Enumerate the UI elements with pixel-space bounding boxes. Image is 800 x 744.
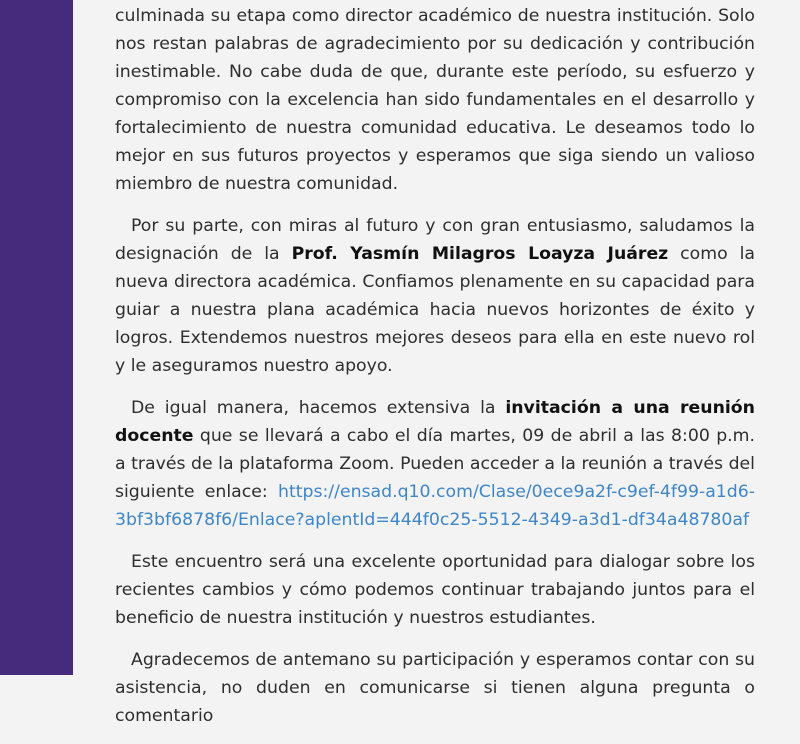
- sidebar-accent-bar: [0, 0, 73, 675]
- paragraph-meeting-details: que se llevará a cabo el día martes, 09 de abril a las 8:00 p.m. a través de la plataforma Zoom. Pueden acceder a la reunión a través del siguiente enlace:: [115, 426, 755, 502]
- paragraph-encounter-text: Este encuentro será una excelente oportunidad para dialogar sobre los recientes cambios y cómo podemos continuar trabajando juntos para el beneficio de nuestra institución y nuestros estudiantes.: [115, 552, 755, 628]
- paragraph-new-director-rest: como la nueva directora académica. Confiamos plenamente en su capacidad para guiar a nuestra plana académica hacia nuevos horizontes de éxito y logros. Extendemos nuestros mejores deseos para ella en este nuevo rol y le aseguramos nuestro apoyo.: [115, 244, 755, 376]
- paragraph-thanks: [115, 646, 755, 730]
- paragraph-new-director: [115, 212, 755, 380]
- paragraph-new-director-intro: Por su parte, con miras al futuro y con gran entusiasmo, saludamos la designación de la: [115, 216, 755, 264]
- paragraph-farewell-text: culminada su etapa como director académico de nuestra institución. Solo nos restan palabras de agradecimiento por su dedicación y contribución inestimable. No cabe duda de que, durante este período, su esfuerzo y compromiso con la excelencia han sido fundamentales en el desarrollo y fortalecimiento de nuestra comunidad educativa. Le deseamos todo lo mejor en sus futuros proyectos y esperamos que siga siendo un valioso miembro de nuestra comunidad.: [115, 6, 755, 194]
- paragraph-meeting-intro: De igual manera, hacemos extensiva la: [131, 398, 506, 418]
- paragraph-meeting-invitation: [115, 394, 755, 534]
- paragraph-thanks-text: Agradecemos de antemano su participación y esperamos contar con su asistencia, no duden en comunicarse si tienen alguna pregunta o comentario: [115, 650, 755, 726]
- paragraph-farewell: [115, 2, 755, 198]
- meeting-invitation-highlight: invitación a una reunión docente: [115, 398, 755, 446]
- paragraph-encounter: [115, 548, 755, 632]
- new-director-name: Prof. Yasmín Milagros Loayza Juárez: [291, 244, 669, 264]
- zoom-meeting-link[interactable]: https://ensad.q10.com/Clase/0ece9a2f-c9ef-4f99-a1d6-3bf3bf6878f6/Enlace?aplentId=444f0c25-5512-4349-a3d1-df34a48780af: [115, 482, 755, 530]
- letter-body: [115, 0, 755, 744]
